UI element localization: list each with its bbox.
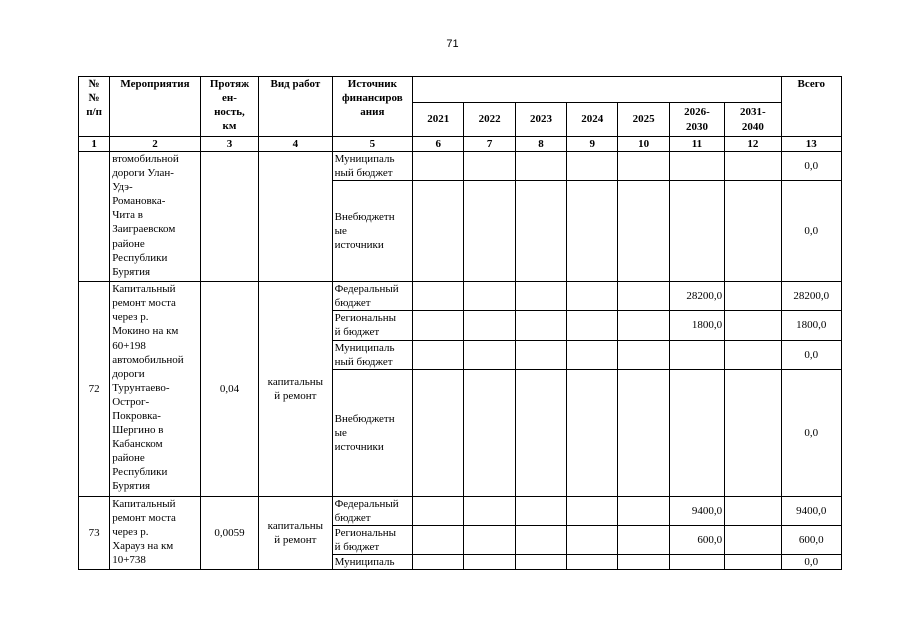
column-number: 4	[259, 137, 332, 152]
header-year: 2031- 2040	[725, 103, 781, 137]
total-value: 0,0	[781, 152, 841, 181]
value-2026-2030: 28200,0	[669, 282, 724, 311]
column-number: 3	[200, 137, 258, 152]
value-2026-2030: 9400,0	[669, 496, 724, 525]
header-event: Мероприятия	[110, 77, 201, 137]
column-numbers-row	[79, 137, 842, 152]
value-2026-2030: 600,0	[669, 525, 724, 554]
total-value: 0,0	[781, 340, 841, 369]
column-number: 13	[781, 137, 841, 152]
total-value: 600,0	[781, 525, 841, 554]
header-num: № № п/п	[79, 77, 110, 137]
header-work-type: Вид работ	[259, 77, 332, 137]
source-extrabudgetary: Внебюджетн ые источники	[332, 181, 413, 282]
source-federal: Федеральный бюджет	[332, 282, 413, 311]
header-year: 2025	[618, 103, 669, 137]
header-year: 2021	[413, 103, 464, 137]
page-number: 71	[446, 38, 459, 50]
source-regional: Региональны й бюджет	[332, 311, 413, 340]
source-regional: Региональны й бюджет	[332, 525, 413, 554]
table-row	[79, 496, 842, 525]
total-value: 0,0	[781, 555, 841, 570]
column-number: 1	[79, 137, 110, 152]
source-municipal: Муниципаль ный бюджет	[332, 152, 413, 181]
total-value: 0,0	[781, 369, 841, 496]
length-value: 0,04	[200, 282, 258, 496]
source-extrabudgetary: Внебюджетн ые источники	[332, 369, 413, 496]
row-number: 72	[79, 282, 110, 496]
header-year: 2026- 2030	[669, 103, 724, 137]
row-number: 73	[79, 496, 110, 569]
header-total: Всего	[781, 77, 841, 137]
work-type-cell	[259, 152, 332, 282]
value-2026-2030: 1800,0	[669, 311, 724, 340]
source-federal: Федеральный бюджет	[332, 496, 413, 525]
column-number: 6	[413, 137, 464, 152]
table-row	[79, 152, 842, 181]
financing-table	[78, 76, 842, 570]
header-year: 2024	[567, 103, 618, 137]
total-value: 1800,0	[781, 311, 841, 340]
source-municipal: Муниципаль ный бюджет	[332, 340, 413, 369]
column-number: 10	[618, 137, 669, 152]
event-name: втомобильной дороги Улан- Удэ- Романовка- Чита в Заиграевском районе Республики Бурятия	[110, 152, 201, 282]
source-municipal: Муниципаль	[332, 555, 413, 570]
column-number: 2	[110, 137, 201, 152]
header-year: 2022	[464, 103, 515, 137]
length-value: 0,0059	[200, 496, 258, 569]
header-source: Источник финансиров ания	[332, 77, 413, 137]
column-number: 8	[515, 137, 566, 152]
event-name: Капитальный ремонт моста через р. Харауз на км 10+738	[110, 496, 201, 569]
row-num-cell	[79, 152, 110, 282]
event-name: Капитальный ремонт моста через р. Мокино на км 60+198 автомобильной дороги Турунтаево- Острог- Покровка- Шергино в Кабанском районе Республики Бурятия	[110, 282, 201, 496]
total-value: 28200,0	[781, 282, 841, 311]
column-number: 12	[725, 137, 781, 152]
header-length: Протяж ен- ность, км	[200, 77, 258, 137]
total-value: 9400,0	[781, 496, 841, 525]
column-number: 11	[669, 137, 724, 152]
total-value: 0,0	[781, 181, 841, 282]
work-type: капитальны й ремонт	[259, 496, 332, 569]
column-number: 9	[567, 137, 618, 152]
column-number: 7	[464, 137, 515, 152]
work-type: капитальны й ремонт	[259, 282, 332, 496]
length-cell	[200, 152, 258, 282]
header-years-group	[413, 77, 781, 103]
table-row	[79, 282, 842, 311]
header-year: 2023	[515, 103, 566, 137]
column-number: 5	[332, 137, 413, 152]
